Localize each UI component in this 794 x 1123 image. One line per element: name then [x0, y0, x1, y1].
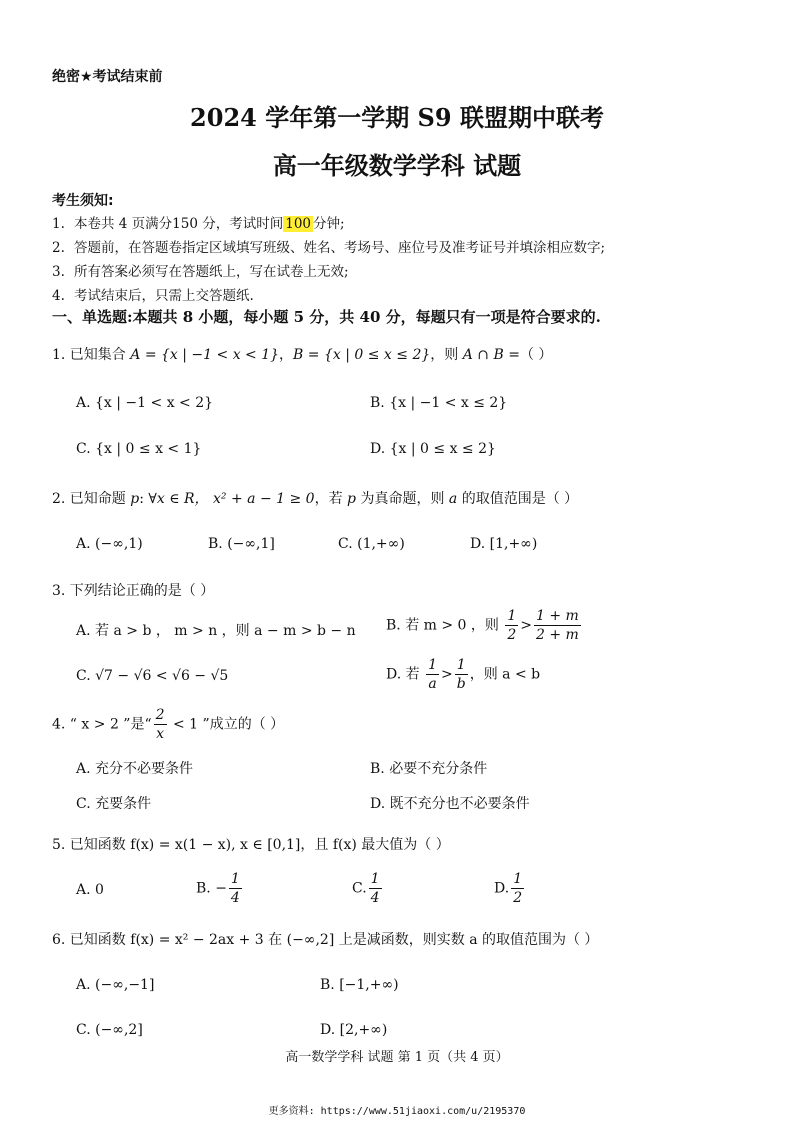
fraction: $\frac{1}{2}$: [513, 871, 523, 906]
exam-subtitle: 高一年级数学学科 试题: [272, 151, 522, 180]
question-3: 3. 下列结论正确的是（ ）: [52, 583, 215, 599]
q6-option-c: C. (−∞,2]: [76, 1022, 143, 1038]
q2-option-a: A. (−∞,1): [76, 536, 143, 552]
q6-option-b: B. [−1,+∞): [320, 977, 399, 993]
notice-item: 2. 答题前，在答题卷指定区域填写班级、姓名、考场号、座位号及准考证号并填涂相应数字;: [52, 240, 606, 256]
q2-option-b: B. (−∞,1]: [208, 536, 275, 552]
fraction: $\frac{1}{2}$: [507, 608, 517, 643]
q5-option-b: B. − $\frac{1}{4}$: [196, 871, 240, 906]
q2-option-d: D. [1,+∞): [470, 536, 538, 552]
q5-option-c: C. $\frac{1}{4}$: [352, 871, 380, 906]
q5-option-d: D. $\frac{1}{2}$: [494, 871, 523, 906]
q4-option-d: D. 既不充分也不必要条件: [370, 796, 530, 812]
fraction: $\frac{1 + m}{2 + m}$: [536, 608, 579, 643]
section-heading: 一、单选题:本题共 8 小题，每小题 5 分，共 40 分，每题只有一项是符合要求的.: [52, 308, 601, 326]
q1-option-a: A. {x | −1 < x < 2}: [76, 395, 214, 411]
q3-option-c: C. √7 − √6 < √6 − √5: [76, 668, 229, 684]
fraction: $\frac{1}{4}$: [230, 871, 240, 906]
q1-option-c: C. {x | 0 ≤ x < 1}: [76, 441, 202, 457]
notice-item: 1. 本卷共 4 页满分150 分，考试时间 100 分钟;: [52, 216, 345, 232]
q3-option-d: D. 若 $\frac{1}{a}$ > $\frac{1}{b}$ ，则 a < b: [386, 657, 541, 692]
question-4: 4. “ x > 2 ”是“ $\frac{2}{x}$ < 1 ”成立的（ ）: [52, 707, 285, 742]
question-6: 6. 已知函数 f(x) = x² − 2ax + 3 在 (−∞,2] 上是减函数，则实数 a 的取值范围为（ ）: [52, 932, 599, 948]
fraction: $\frac{1}{b}$: [456, 657, 466, 692]
exam-title: 2024 学年第一学期 S9 联盟期中联考: [190, 103, 604, 132]
question-1: 1. 已知集合 A = {x | −1 < x < 1}，B = {x | 0 ≤ x ≤ 2}，则 A ∩ B =（ ）: [52, 347, 553, 363]
fraction: $\frac{1}{a}$: [428, 657, 437, 692]
fraction: $\frac{2}{x}$: [155, 707, 165, 742]
notice-heading: 考生须知:: [52, 193, 114, 209]
highlighted-duration: 100: [285, 216, 312, 232]
page-footer: 高一数学学科 试题 第 1 页（共 4 页）: [285, 1050, 509, 1065]
q4-option-b: B. 必要不充分条件: [370, 761, 488, 777]
question-2: 2. 已知命题 p: ∀x ∈ R， x² + a − 1 ≥ 0，若 p 为真命题，则 a 的取值范围是（ ）: [52, 491, 579, 507]
q6-option-a: A. (−∞,−1]: [76, 977, 155, 993]
q3-option-a: A. 若 a > b ， m > n ，则 a − m > b − n: [76, 623, 356, 639]
q1-option-b: B. {x | −1 < x ≤ 2}: [370, 395, 508, 411]
q4-option-c: C. 充要条件: [76, 796, 152, 812]
question-5: 5. 已知函数 f(x) = x(1 − x), x ∈ [0,1]，且 f(x) 最大值为（ ）: [52, 837, 450, 853]
q1-option-d: D. {x | 0 ≤ x ≤ 2}: [370, 441, 496, 457]
q3-option-b: B. 若 m > 0 ，则 $\frac{1}{2}$ > $\frac{1 + m}{2 + m}$: [386, 608, 579, 643]
more-resources-link[interactable]: 更多资料: https://www.51jiaoxi.com/u/2195370: [268, 1106, 526, 1117]
q5-option-a: A. 0: [76, 882, 104, 898]
notice-item: 3. 所有答案必须写在答题纸上，写在试卷上无效;: [52, 264, 349, 280]
fraction: $\frac{1}{4}$: [370, 871, 380, 906]
confidential-label: 绝密★考试结束前: [52, 69, 163, 85]
q2-option-c: C. (1,+∞): [338, 536, 405, 552]
notice-item: 4. 考试结束后，只需上交答题纸.: [52, 288, 254, 304]
q4-option-a: A. 充分不必要条件: [76, 761, 194, 777]
q6-option-d: D. [2,+∞): [320, 1022, 388, 1038]
